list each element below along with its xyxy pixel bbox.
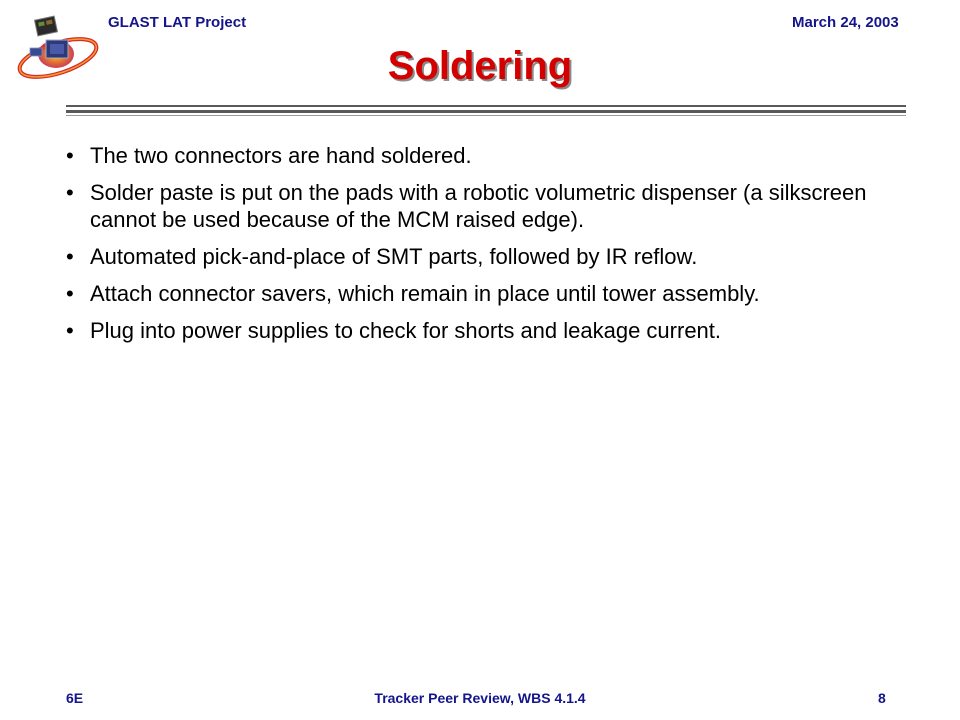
bullet-item: • Attach connector savers, which remain in place until tower assembly. <box>66 280 926 307</box>
title-divider-top <box>66 105 906 107</box>
bullet-item: • Plug into power supplies to check for shorts and leakage current. <box>66 317 926 344</box>
header-date: March 24, 2003 <box>792 14 899 31</box>
footer-page-number: 8 <box>878 690 886 706</box>
footer-event: Tracker Peer Review, WBS 4.1.4 <box>374 690 586 706</box>
title-divider-middle <box>66 110 906 113</box>
title-divider-bottom <box>66 115 906 116</box>
footer-section: 6E <box>66 690 84 706</box>
bullet-list <box>66 142 926 354</box>
bullet-item: • The two connectors are hand soldered. <box>66 142 926 169</box>
bullet-item: • Solder paste is put on the pads with a robotic volumetric dispenser (a silkscreen cannot be used because of the MCM raised edge). <box>66 179 926 233</box>
slide-title: Soldering <box>387 44 573 88</box>
bullet-item: • Automated pick-and-place of SMT parts, followed by IR reflow. <box>66 243 926 270</box>
header-project: GLAST LAT Project <box>108 14 247 31</box>
